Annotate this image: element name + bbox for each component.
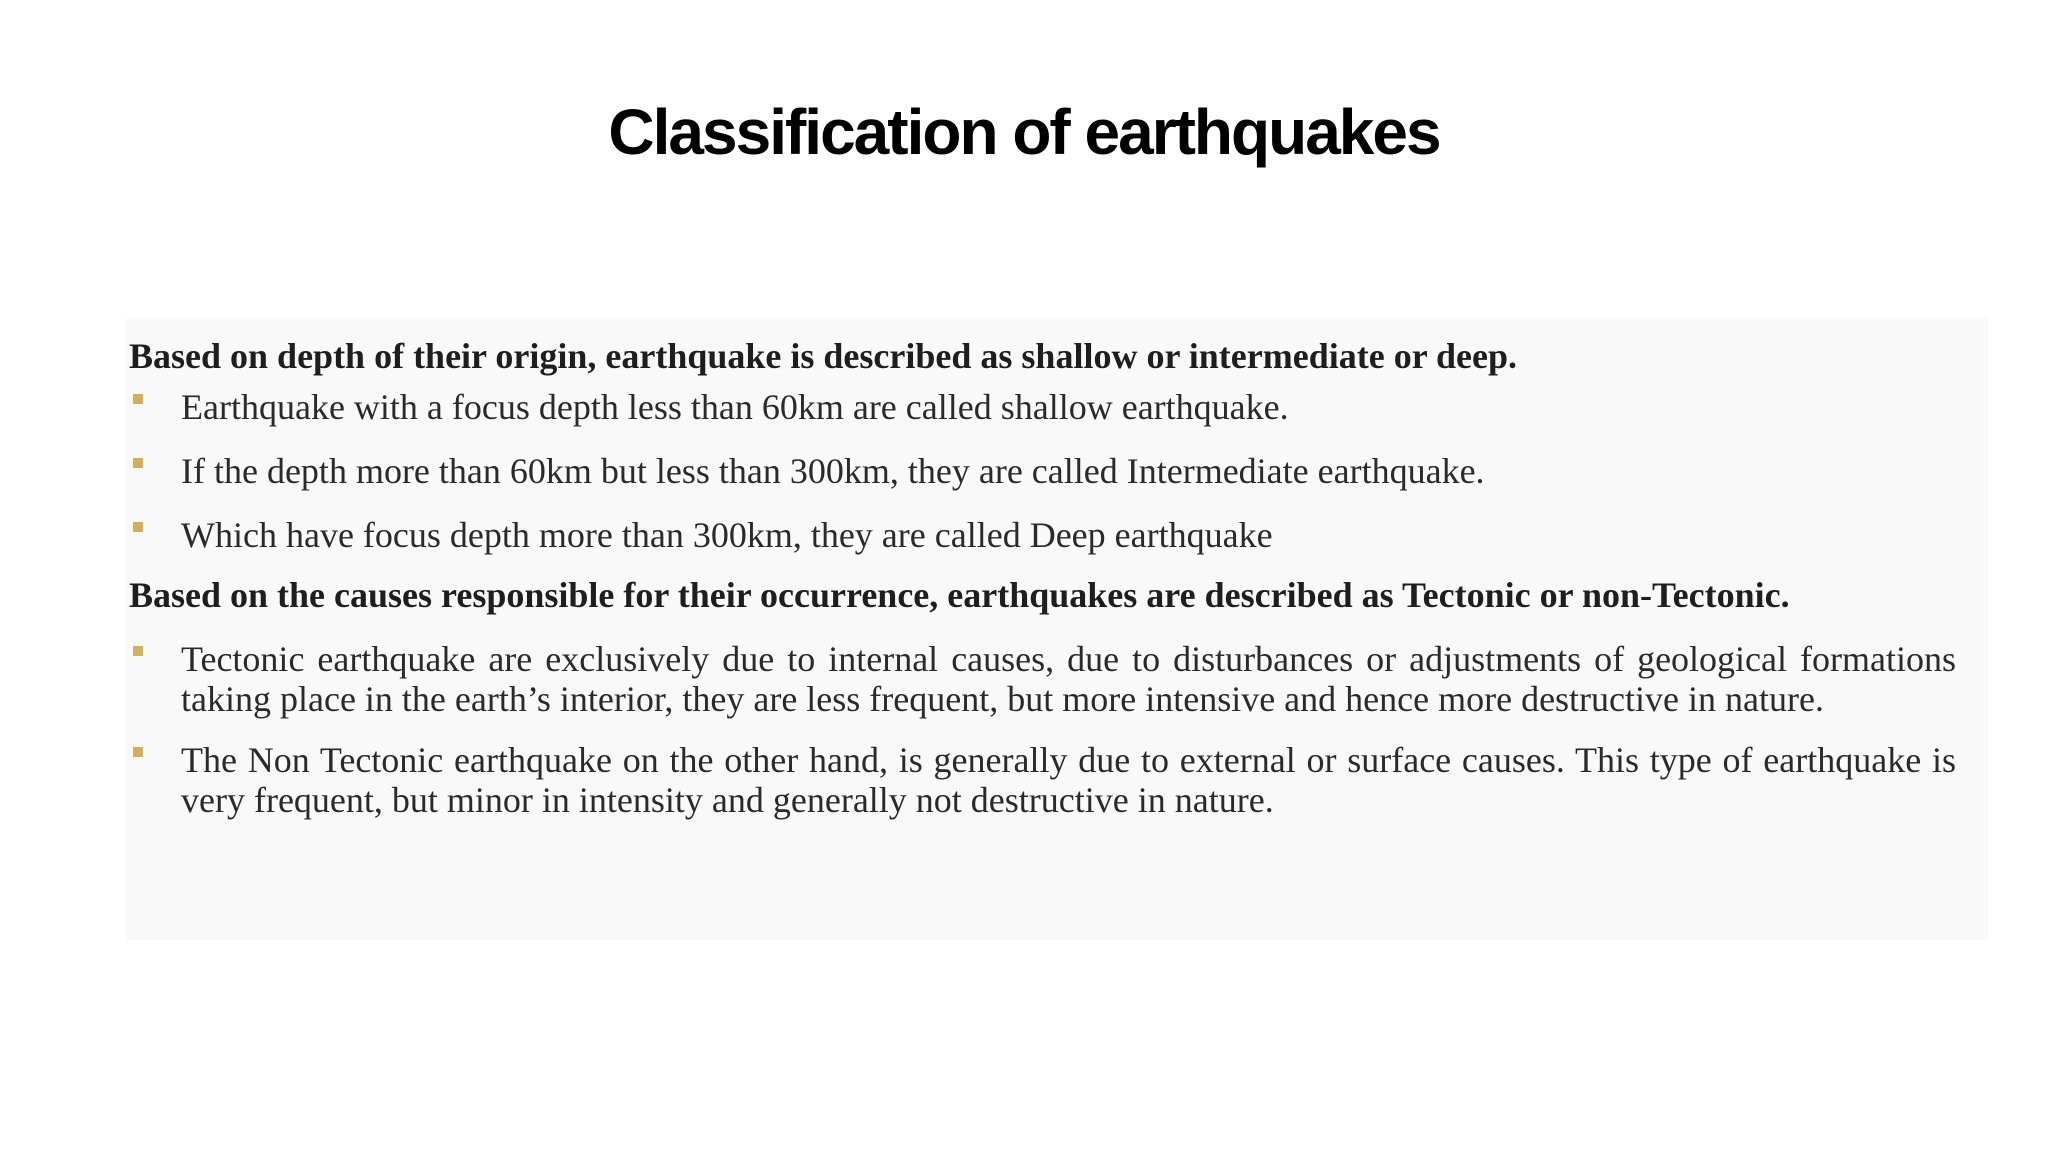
bullet-list-causes: [129, 639, 1956, 820]
list-item-text: The Non Tectonic earthquake on the other hand, is generally due to external or surface causes. This type of earthquake is very frequent, but minor in intensity and generally not destructive in nature.: [181, 740, 1956, 820]
list-item-text: Which have focus depth more than 300km, they are called Deep earthquake: [181, 515, 1273, 555]
square-bullet-icon: [133, 394, 143, 404]
square-bullet-icon: [133, 458, 143, 468]
list-item-text: If the depth more than 60km but less than 300km, they are called Intermediate earthquake.: [181, 451, 1485, 491]
list-item: [129, 515, 1956, 555]
list-item-text: Earthquake with a focus depth less than 60km are called shallow earthquake.: [181, 387, 1289, 427]
list-item: [129, 639, 1956, 719]
section-heading-causes: Based on the causes responsible for their occurrence, earthquakes are described as Tectonic or non-Tectonic.: [129, 575, 1790, 615]
content-panel: [126, 318, 1988, 940]
square-bullet-icon: [133, 747, 143, 757]
square-bullet-icon: [133, 646, 143, 656]
list-item-text: Tectonic earthquake are exclusively due to internal causes, due to disturbances or adjustments of geological formations taking place in the earth’s interior, they are less frequent, but more intensive and hence more destructive in nature.: [181, 639, 1956, 719]
list-item: [129, 740, 1956, 820]
section-heading-depth: Based on depth of their origin, earthquake is described as shallow or intermediate or deep.: [129, 336, 1518, 376]
slide-title: Classification of earthquakes: [608, 96, 1440, 168]
list-item: [129, 451, 1956, 491]
bullet-list-depth: [129, 387, 1956, 555]
list-item: [129, 387, 1956, 427]
square-bullet-icon: [133, 522, 143, 532]
